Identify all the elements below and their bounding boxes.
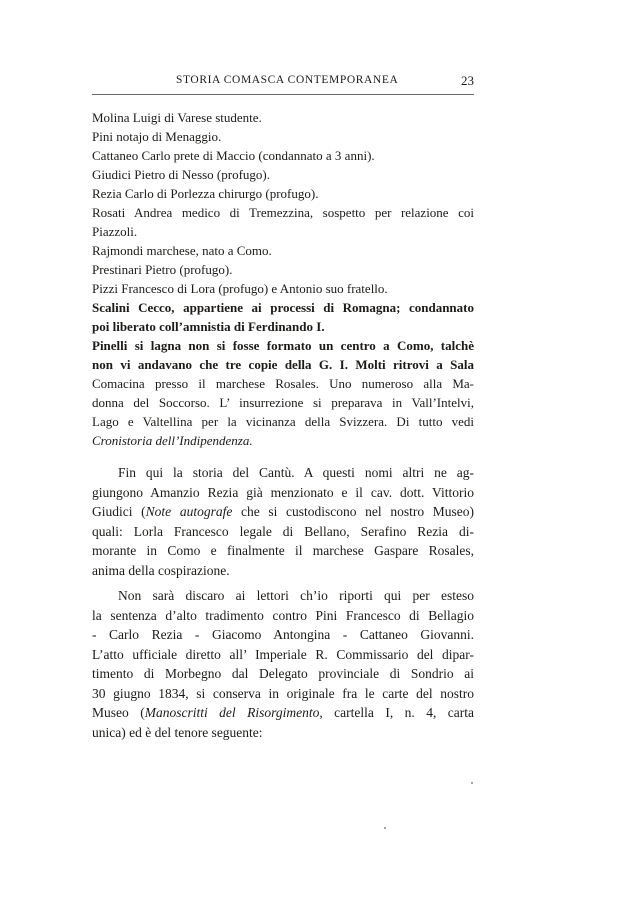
- list-item: Pini notajo di Menaggio.: [92, 129, 222, 144]
- list-item: Rezia Carlo di Porlezza chirurgo (profugo).: [92, 186, 319, 201]
- header-rule: [92, 94, 474, 95]
- paper-speck: [384, 827, 386, 829]
- list-item: Pinelli si lagna non si fosse formato un centro a Como, talchè non vi andavano che tre copie della G. I. Molti ritrovi a Sala Comacina presso il marchese Rosales. Uno numeroso alla Ma- donna del Soccorso. L’ insurrezione si preparava in Vall’Intelvi, Lago e Valtellina per la vicinanza della Svizzera. Di tutto vedi Cronistoria dell’Indipendenza.: [92, 338, 474, 448]
- paper-speck: [471, 782, 473, 784]
- paragraph-2: Non sarà discaro ai lettori ch’io riporti qui per esteso la sentenza d’alto tradimento contro Pini Francesco di Bellagio - Carlo Rezia - Giacomo Antongina - Cattaneo Giovanni. L’atto ufficiale diretto all’ Imperiale R. Commissario del dipar- timento di Morbegno dal Delegato provinciale di Sondrio ai 30 giugno 1834, si conserva in originale fra le carte del nostro Museo (Manoscritti del Risorgimento, cartella I, n. 4, carta unica) ed è del tenore seguente:: [92, 588, 475, 740]
- list-item: Cattaneo Carlo prete di Maccio (condannato a 3 anni).: [92, 148, 375, 163]
- paragraph-1: Fin qui la storia del Cantù. A questi nomi altri ne ag- giungono Amanzio Rezia già menzionato e il cav. dott. Vittorio Giudici (Note autografe che si custodiscono nel nostro Museo) quali: Lorla Francesco legale di Bellano, Serafino Rezia di- morante in Como e finalmente il marchese Gaspare Rosales, anima della cospirazione.: [92, 465, 474, 578]
- list-item: Scalini Cecco, appartiene ai processi di Romagna; condannato poi liberato coll’amnistia di Ferdinando I.: [92, 300, 474, 334]
- list-item: Rajmondi marchese, nato a Como.: [92, 243, 272, 258]
- list-item: Molina Luigi di Varese studente.: [92, 110, 262, 125]
- list-item: Pizzi Francesco di Lora (profugo) e Antonio suo fratello.: [92, 281, 388, 296]
- page-number: 23: [461, 73, 474, 88]
- running-title: STORIA COMASCA CONTEMPORANEA: [176, 74, 399, 86]
- list-item: Prestinari Pietro (profugo).: [92, 262, 233, 277]
- list-item: Giudici Pietro di Nesso (profugo).: [92, 167, 271, 182]
- list-item: Rosati Andrea medico di Tremezzina, sospetto per relazione coi Piazzoli.: [92, 205, 474, 239]
- main-text: [92, 463, 474, 742]
- cited-title: Cronistoria dell’Indipendenza.: [92, 433, 253, 448]
- conspirator-list: [92, 108, 474, 450]
- running-head: [92, 74, 474, 94]
